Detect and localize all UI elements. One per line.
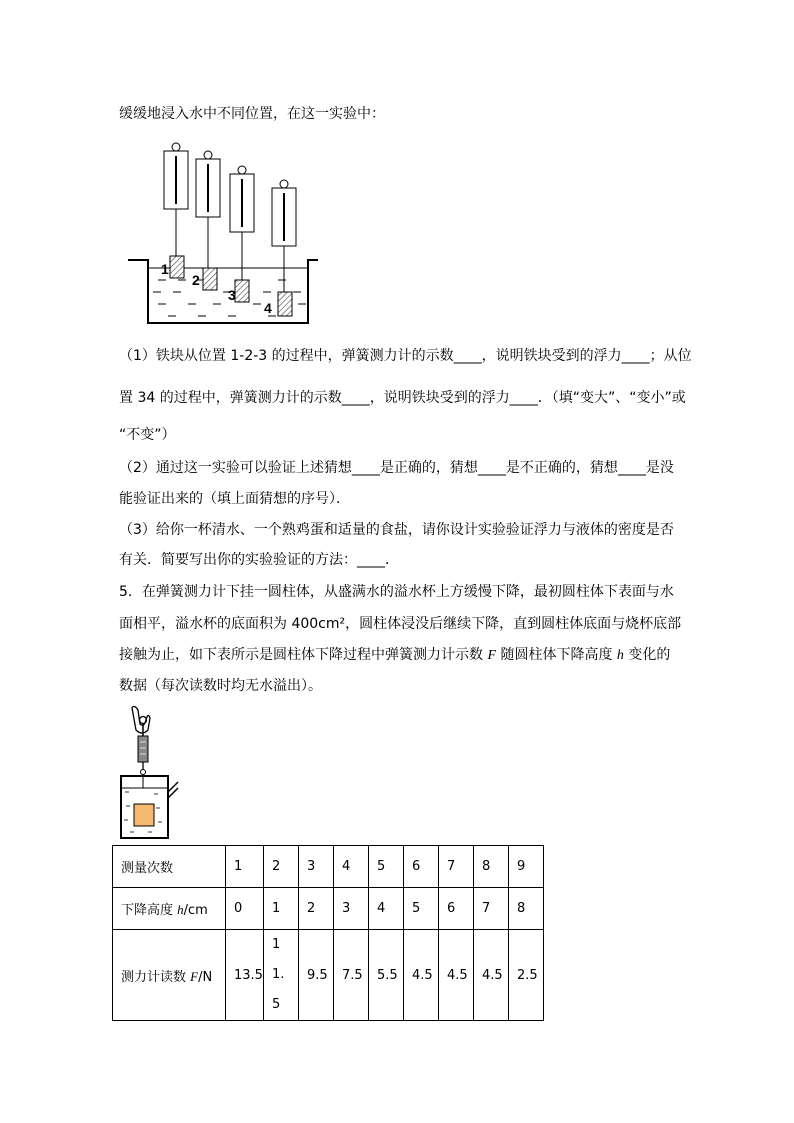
answer-blank[interactable]: ____ [341, 390, 370, 406]
table-cell: 3 [333, 888, 368, 930]
table-cell: 2 [263, 846, 298, 888]
table-cell: 7.5 [333, 930, 368, 1021]
overflow-cup-figure [118, 702, 182, 840]
table-cell: 5 [403, 888, 438, 930]
table-cell: 4 [368, 888, 403, 930]
table-cell: 4.5 [473, 930, 508, 1021]
table-cell: 4.5 [438, 930, 473, 1021]
table-row [113, 888, 544, 930]
table-cell: 0 [226, 888, 264, 930]
spring-scale-3 [230, 166, 254, 302]
intro-text: 缓缓地浸入水中不同位置，在这一实验中： [119, 106, 385, 122]
question-5-line-3: 接触为止，如下表所示是圆柱体下降过程中弹簧测力计示数 F 随圆柱体下降高度 h 变化的 [119, 647, 671, 663]
table-cell: 7 [438, 846, 473, 888]
table-cell: 4 [333, 846, 368, 888]
table-cell: 7 [473, 888, 508, 930]
data-table [112, 845, 544, 1021]
question-3-line-1: （3）给你一杯清水、一个熟鸡蛋和适量的食盐，请你设计实验验证浮力与液体的密度是否 [119, 522, 674, 538]
figure-label-4: 4 [264, 300, 272, 316]
answer-blank[interactable]: ____ [357, 552, 385, 568]
answer-blank[interactable]: ____ [477, 460, 506, 476]
table-cell: 9.5 [298, 930, 333, 1021]
answer-blank[interactable]: ____ [453, 348, 482, 364]
table-cell: 2 [298, 888, 333, 930]
table-cell: 9 [508, 846, 543, 888]
spring-scale-figure [128, 140, 320, 330]
table-cell: 13.5 [226, 930, 264, 1021]
question-5-line-4: 数据（每次读数时均无水溢出）。 [119, 678, 322, 694]
table-cell: 11.5 [263, 930, 298, 1021]
question-1-line-3: “不变”） [119, 427, 176, 443]
table-row-label: 测力计读数 F/N [113, 930, 226, 1021]
table-cell: 3 [298, 846, 333, 888]
figure-label-1: 1 [161, 261, 169, 277]
question-1-line-2: 置 34 的过程中，弹簧测力计的示数____，说明铁块受到的浮力____．（填“变大”、“变小”或 [119, 390, 686, 406]
table-cell: 6 [438, 888, 473, 930]
table-row [113, 846, 544, 888]
table-row [113, 930, 544, 1021]
spring-scale-1 [164, 143, 188, 278]
table-cell: 1 [263, 888, 298, 930]
table-cell: 4.5 [403, 930, 438, 1021]
question-5-line-2: 面相平，溢水杯的底面积为 400cm²，圆柱体浸没后继续下降，直到圆柱体底面与烧杯底部 [119, 616, 682, 632]
question-2-line-2: 能验证出来的（填上面猜想的序号）． [119, 491, 350, 507]
question-5-line-1: 5．在弹簧测力计下挂一圆柱体，从盛满水的溢水杯上方缓慢下降，最初圆柱体下表面与水 [119, 584, 674, 600]
answer-blank[interactable]: ____ [509, 390, 538, 406]
table-cell: 8 [473, 846, 508, 888]
spring-scale-2 [196, 151, 220, 290]
table-row-label: 下降高度 h/cm [113, 888, 226, 930]
answer-blank[interactable]: ____ [621, 348, 650, 364]
table-cell: 5.5 [368, 930, 403, 1021]
table-cell: 2.5 [508, 930, 543, 1021]
table-cell: 6 [403, 846, 438, 888]
table-cell: 8 [508, 888, 543, 930]
table-cell: 5 [368, 846, 403, 888]
figure-label-3: 3 [228, 287, 236, 303]
answer-blank[interactable]: ____ [351, 460, 380, 476]
spring-scale-4 [272, 180, 296, 316]
answer-blank[interactable]: ____ [617, 460, 646, 476]
table-row-label: 测量次数 [113, 846, 226, 888]
question-3-line-2: 有关．简要写出你的实验验证的方法：____． [119, 552, 399, 568]
question-2-line-1: （2）通过这一实验可以验证上述猜想____是正确的，猜想____是不正确的，猜想____是没 [119, 460, 674, 476]
table-cell: 1 [226, 846, 264, 888]
question-1-line-1: （1）铁块从位置 1-2-3 的过程中，弹簧测力计的示数____，说明铁块受到的浮力____；从位 [119, 348, 692, 364]
figure-label-2: 2 [192, 272, 200, 288]
